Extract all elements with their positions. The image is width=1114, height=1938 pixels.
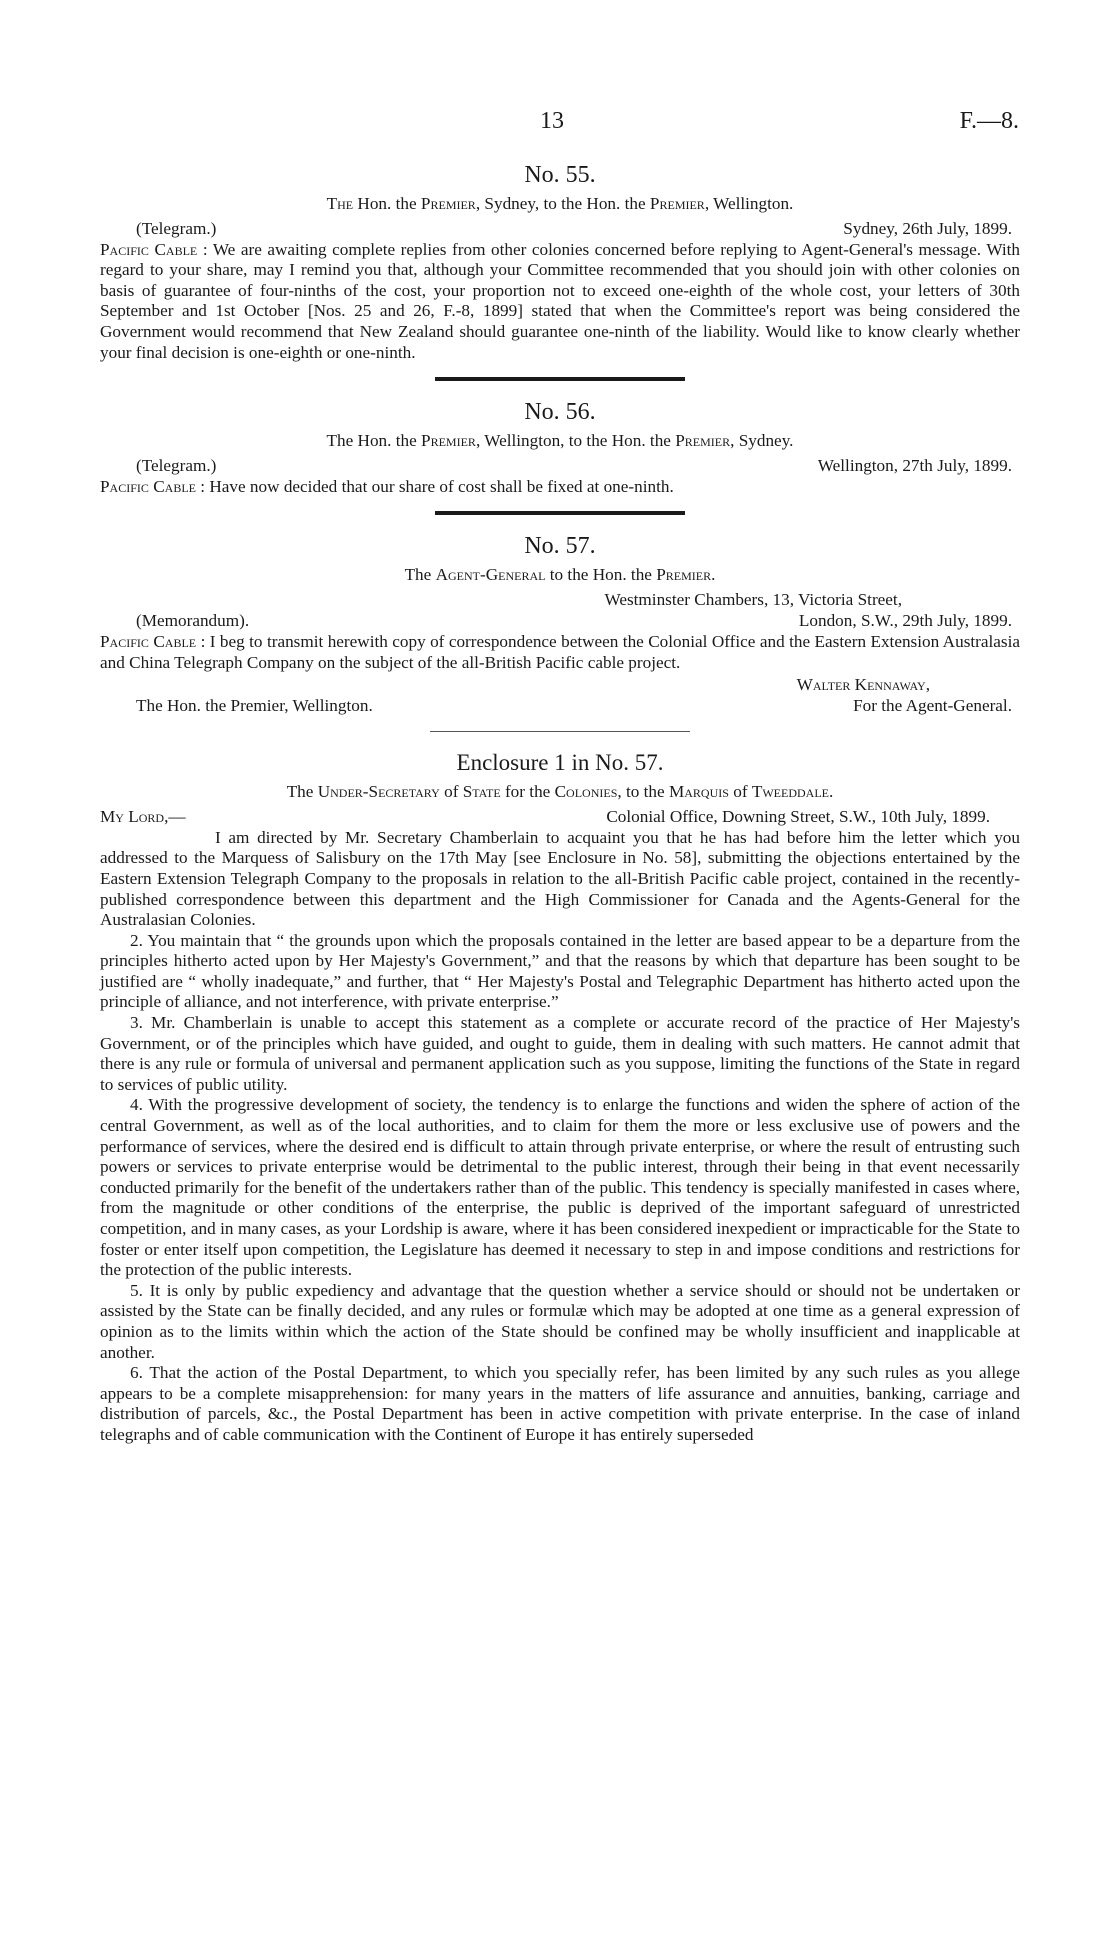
document-body bbox=[100, 160, 1020, 1446]
signature-name: Walter Kennaway, bbox=[796, 675, 930, 695]
message-type: (Telegram.) bbox=[136, 455, 217, 475]
meta-row-no57 bbox=[100, 611, 1020, 632]
section-divider bbox=[435, 377, 685, 381]
document-reference: F.—8. bbox=[959, 108, 1019, 134]
meta-row-no55 bbox=[100, 219, 1020, 240]
letter-paragraph: 3. Mr. Chamberlain is unable to accept this statement as a complete or accurate record of the practice of Her Majesty's Government, or of the principles which have guided, and ought to guide, them in dealing with such matters. He cannot admit that there is any rule or formula of universal and permanent application such as you suppose, limiting the functions of the State in regard to services of public utility. bbox=[100, 1013, 1020, 1094]
section-divider-thin bbox=[430, 731, 690, 732]
signature-row bbox=[100, 675, 1020, 696]
message-type: (Telegram.) bbox=[136, 218, 217, 238]
message-body-no57: Pacific Cable : I beg to transmit herewith copy of correspondence between the Colonial Office and the Eastern Extension Australasia and China Telegraph Company on the subject of the all-British Pacific cable project. bbox=[100, 631, 1021, 672]
page-header bbox=[100, 108, 1019, 144]
meta-row-no56 bbox=[100, 456, 1020, 477]
addressee: The Hon. the Premier, Wellington. bbox=[136, 696, 373, 716]
place-line: Westminster Chambers, 13, Victoria Street, bbox=[604, 589, 902, 609]
subject-label: Pacific Cable bbox=[100, 476, 196, 496]
section-heading-no55: No. 55. bbox=[524, 162, 596, 188]
message-body-no56: Pacific Cable : Have now decided that our share of cost shall be fixed at one-ninth. bbox=[100, 476, 674, 496]
subject-label: Pacific Cable bbox=[100, 239, 198, 259]
page-number: 13 bbox=[540, 108, 564, 134]
letter-paragraph: 4. With the progressive development of society, the tendency is to enlarge the functions and widen the sphere of action of the central Government, as well as of the local authorities, and to claim for them the more or less exclusive use of powers and the performance of services, where the desired end is difficult to attain through private enterprise, or where the result of entrusting such powers or services to private enterprise would be detrimental to the public interest, through their being in that event necessarily conducted primarily for the benefit of the undertakers rather than of the public. This tendency is specially manifested in cases where, from the magnitude or other conditions of the enterprise, the public is deprived of the important safeguard of unrestricted competition, and in many cases, as your Lordship is aware, where it has been considered inexpedient or impracticable for the State to foster or enter itself upon competition, the Legislature has deemed it necessary to step in and impose conditions and restrictions for the protection of the public interests. bbox=[100, 1095, 1020, 1280]
signature-role-row bbox=[100, 696, 1020, 717]
place-date: Colonial Office, Downing Street, S.W., 10th July, 1899. bbox=[606, 806, 990, 826]
place-date: London, S.W., 29th July, 1899. bbox=[798, 610, 1012, 630]
section-divider bbox=[435, 511, 685, 515]
place-date: Sydney, 26th July, 1899. bbox=[843, 218, 1012, 238]
enclosure-heading: Enclosure 1 in No. 57. bbox=[456, 750, 664, 776]
letter-paragraph: 6. That the action of the Postal Department, to which you specially refer, has been limited by any such rules as you allege appears to be a complete misapprehension: for many years in the matters of life assurance and annuities, banking, carriage and distribution of parcels, &c., the Postal Department has been in active competition with private enterprise. In the case of inland telegraphs and of cable communication with the Continent of Europe it has entirely superseded bbox=[100, 1363, 1020, 1444]
place-line-no57 bbox=[100, 590, 1020, 611]
subject-label: Pacific Cable bbox=[100, 631, 197, 651]
address-line-no56: The Hon. the Premier, Wellington, to the Hon. the Premier, Sydney. bbox=[326, 431, 794, 451]
salutation-row bbox=[100, 807, 1020, 828]
address-line-no57: The Agent-General to the Hon. the Premier. bbox=[404, 565, 716, 585]
letter-paragraph: 2. You maintain that “ the grounds upon which the proposals contained in the letter are based appear to be a departure from the principles hitherto acted upon by Her Majesty's Government,” and that the reasons by which that departure has been sought to be justified are “ wholly inadequate,” and further, that “ Her Majesty's Postal and Telegraphic Department has hitherto acted upon the principle of alliance, and not interference, with private enterprise.” bbox=[100, 930, 1020, 1012]
letter-paragraph: I am directed by Mr. Secretary Chamberlain to acquaint you that he has had before him the letter which you addressed to the Marquess of Salisbury on the 17th May [see Enclosure in No. 58], submitting the objections entertained by the Eastern Extension Telegraph Company to the proposals in relation to the all-British Pacific cable project, contained in the recently-published correspondence between this department and the High Commissioner for Canada and the Agents-General for the Australasian Colonies. bbox=[100, 827, 1020, 930]
letter-paragraph: 5. It is only by public expediency and advantage that the question whether a service should or should not be undertaken or assisted by the State can be finally decided, and any rules or formulæ which may be adopted at one time as a general expression of opinion as to the limits within which the action of the State should be confined may be wholly insufficient and inapplicable at another. bbox=[100, 1280, 1020, 1362]
address-line-no55: The Hon. the Premier, Sydney, to the Hon. the Premier, Wellington. bbox=[326, 194, 794, 213]
section-heading-no57: No. 57. bbox=[524, 533, 596, 560]
place-date: Wellington, 27th July, 1899. bbox=[817, 455, 1012, 475]
message-body-no55: Pacific Cable : We are awaiting complete replies from other colonies concerned before replying to Agent-General's message. With regard to your share, may I remind you that, although your Committee recommended that you should join with other colonies on basis of guarantee of four-ninths of the cost, your proportion not to exceed one-eighth of the whole cost, your letters of 30th September and 1st October [Nos. 25 and 26, F.-8, 1899] stated that when the Committee's report was being considered the Government would recommend that New Zealand should guarantee one-ninth of the liability. Would like to know clearly whether your final decision is one-eighth or one-ninth. bbox=[100, 239, 1020, 362]
salutation: My Lord,— bbox=[100, 806, 186, 826]
message-type: (Memorandum). bbox=[136, 610, 250, 630]
section-heading-no56: No. 56. bbox=[524, 399, 596, 426]
address-line-enclosure: The Under-Secretary of State for the Colonies, to the Marquis of Tweeddale. bbox=[286, 782, 834, 802]
signature-role: For the Agent-General. bbox=[853, 696, 1012, 716]
